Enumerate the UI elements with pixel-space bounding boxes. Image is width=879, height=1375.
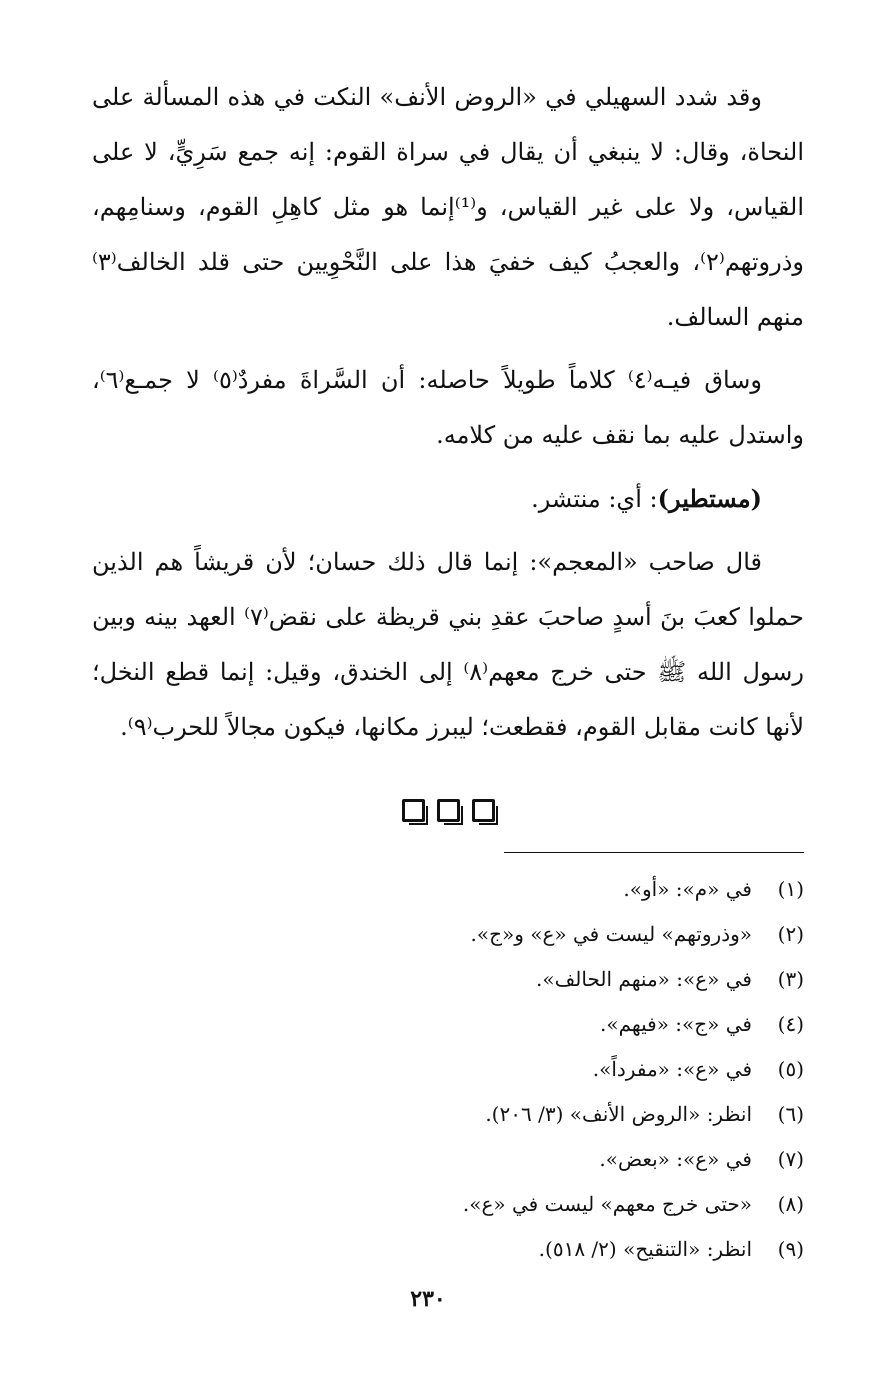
- footnote-number: (٨): [777, 1192, 804, 1216]
- main-text: [92, 70, 804, 755]
- footnote: [92, 1002, 804, 1047]
- footnote-number: (٦): [777, 1102, 804, 1126]
- book-page: [92, 70, 804, 1312]
- paragraph: قال صاحب «المعجم»: إنما قال ذلك حسان؛ لأن قريشاً هم الذين حملوا كعبَ بنَ أسدٍ صاحبَ عقدِ بني قريظة على نقض⁽٧⁾ العهد بينه وبين رسول الله ﷺ حتى خرج معهم⁽٨⁾ إلى الخندق، وقيل: إنما قطع النخل؛ لأنها كانت مقابل القوم، فقطعت؛ ليبرز مكانها، فيكون مجالاً للحرب⁽٩⁾.: [92, 548, 805, 741]
- footnote-text: في «ع»: «مفرداً».: [592, 1057, 752, 1081]
- definition-line: [92, 471, 804, 527]
- footnote: [92, 1137, 804, 1182]
- footnote: [92, 1092, 804, 1137]
- page-number: ٢٣٠: [410, 1286, 446, 1312]
- footnote-text: في «ع»: «منهم الحالف».: [535, 967, 752, 991]
- footnote-number: (٢): [777, 922, 804, 946]
- footnote: [92, 1047, 804, 1092]
- footnote: [92, 867, 804, 912]
- section-separator: [92, 799, 804, 822]
- footnote: [92, 1182, 804, 1227]
- definition-text: : أي: منتشر.: [531, 485, 658, 513]
- square-ornament-icon: [472, 799, 495, 822]
- paragraph: وساق فيـه⁽٤⁾ كلاماً طويلاً حاصله: أن السَّراةَ مفردٌ⁽٥⁾ لا جمـع⁽٦⁾، واستدل عليه بما نقف عليه من كلامه.: [92, 366, 804, 449]
- footnote-text: انظر: «التنقيح» (٢/ ٥١٨).: [538, 1237, 752, 1261]
- footnote-text: «حتى خرج معهم» ليست في «ع».: [462, 1192, 752, 1216]
- footnote: [92, 957, 804, 1002]
- footnote-text: «وذروتهم» ليست في «ع» و«ج».: [470, 922, 752, 946]
- paragraph: وقد شدد السهيلي في «الروض الأنف» النكت في هذه المسألة على النحاة، وقال: لا ينبغي أن يقال في سراة القوم: إنه جمع سَرِيٍّ، لا على القياس، ولا على غير القياس، و⁽¹⁾إنما هو مثل كاهِلِ القوم، وسنامِهم، وذروتهم⁽٢⁾، والعجبُ كيف خفيَ هذا على النَّحْوِيين حتى قلد الخالف⁽٣⁾ منهم السالف.: [92, 83, 804, 331]
- footnote-number: (٣): [777, 967, 804, 991]
- footnote-divider: [504, 852, 804, 853]
- square-ornament-icon: [402, 799, 425, 822]
- footnote-number: (٤): [777, 1012, 804, 1036]
- footnotes: [92, 867, 804, 1272]
- footnote-number: (٥): [777, 1057, 804, 1081]
- footnote-text: في «ع»: «بعض».: [599, 1147, 752, 1171]
- footnote-text: في «م»: «أو».: [623, 877, 752, 901]
- footnote-number: (٧): [777, 1147, 804, 1171]
- footnote-number: (٩): [777, 1237, 804, 1261]
- footnote-number: (١): [777, 877, 804, 901]
- footnote: [92, 1227, 804, 1272]
- square-ornament-icon: [437, 799, 460, 822]
- footnote-text: انظر: «الروض الأنف» (٣/ ٢٠٦).: [485, 1102, 752, 1126]
- defined-term: (مستطير): [657, 484, 762, 513]
- footnote: [92, 912, 804, 957]
- footnote-text: في «ج»: «فيهم».: [599, 1012, 752, 1036]
